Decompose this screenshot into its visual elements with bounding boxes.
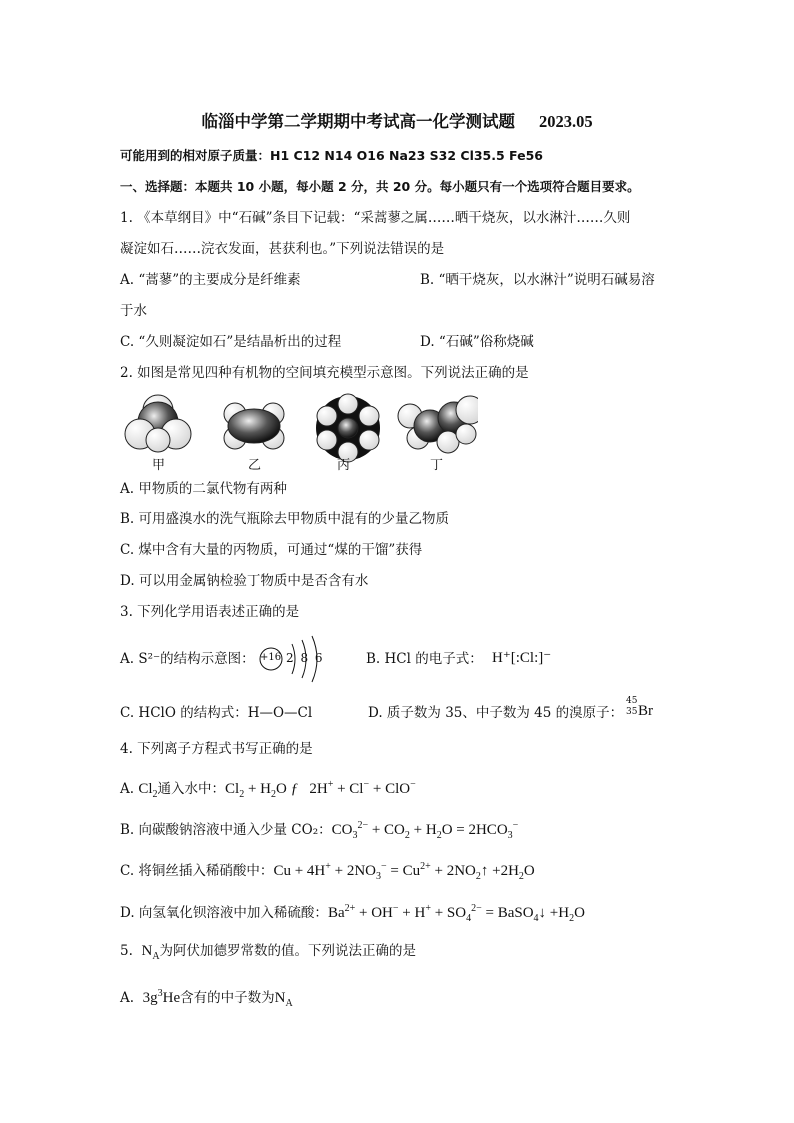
hcl-electron-formula: H⁺[:Cl:]⁻ <box>492 650 552 666</box>
q2-option-d: D. 可以用金属钠检验丁物质中是否含有水 <box>120 573 369 589</box>
exam-date: 2023.05 <box>538 112 593 131</box>
page-title <box>0 108 794 132</box>
q2-option-c: C. 煤中含有大量的丙物质，可通过“煤的干馏”获得 <box>120 542 423 558</box>
model-label-yi: 乙 <box>248 458 262 473</box>
exam-title: 临淄中学第二学期期中考试高一化学测试题 <box>201 112 515 131</box>
space-filling-models <box>118 388 478 468</box>
q1-option-a: A. “蒿蓼”的主要成分是纤维素 <box>120 272 301 288</box>
q1-stem-line1: 1. 《本草纲目》中“石碱”条目下记载：“采蒿蓼之属……晒干烧灰，以水淋汁……久则 <box>120 210 631 226</box>
atomic-masses: 可能用到的相对原子质量：H1 C12 N14 O16 Na23 S32 Cl35.5 Fe56 <box>120 148 543 163</box>
q3-option-d: D. 质子数为 35、中子数为 45 的溴原子： <box>368 705 624 721</box>
s2-shells: 2 8 6 <box>286 651 323 665</box>
q2-option-a: A. 甲物质的二氯代物有两种 <box>120 481 287 497</box>
q4-option-b: B. 向碳酸钠溶液中通入少量 CO₂：$CO_3^{2-} + CO_2 + H_2O = 2HCO_3^-$ <box>120 820 519 841</box>
q3-option-b: B. HCl 的电子式： <box>366 651 483 667</box>
q2-stem: 2. 如图是常见四种有机物的空间填充模型示意图。下列说法正确的是 <box>120 365 529 381</box>
q4-a-equation: $Cl_2 + H_2O$ ƒ 2H+ + Cl− + ClO− <box>225 779 416 800</box>
q4-option-a: A. $Cl_2$通入水中：$Cl_2 + H_2O$ ƒ 2H+ + Cl− + ClO− <box>120 779 416 800</box>
q1-option-d: D. “石碱”俗称烧碱 <box>420 334 534 350</box>
model-label-ding: 丁 <box>430 458 444 473</box>
q1-stem-line2: 凝淀如石……浣衣发面，甚获利也。”下列说法错误的是 <box>120 241 445 257</box>
br-symbol: Br <box>638 703 653 719</box>
q4-option-c: C. 将铜丝插入稀硝酸中：$Cu + 4H^+ + 2NO_3^- = Cu^{2+}$ + $2NO_2↑ +2H_2O$ <box>120 861 535 882</box>
section-heading: 一、选择题：本题共 10 小题，每小题 2 分，共 20 分。每小题只有一个选项符合题目要求。 <box>120 179 640 194</box>
model-label-jia: 甲 <box>152 458 166 473</box>
q3-stem: 3. 下列化学用语表述正确的是 <box>120 604 300 620</box>
ethylene-model <box>224 403 284 449</box>
q1-option-c: C. “久则凝淀如石”是结晶析出的过程 <box>120 334 342 350</box>
ethanol-model <box>398 396 478 453</box>
q1-option-b-cont: 于水 <box>120 303 147 319</box>
br-atomic-number: 35 <box>626 707 638 717</box>
benzene-model <box>316 394 380 462</box>
br-mass-number: 45 <box>626 696 638 706</box>
q4-c-equation: $Cu + 4H^+ + 2NO_3^- = Cu^{2+}$ + $2NO_2↑ +2H_2O$ <box>273 861 535 882</box>
q1-option-b: B. “晒干烧灰，以水淋汁”说明石碱易溶 <box>420 272 655 288</box>
model-label-bing: 丙 <box>337 458 351 473</box>
q4-b-equation: $CO_3^{2-} + CO_2 + H_2O = 2HCO_3^-$ <box>331 820 519 841</box>
q5-stem: 5. $N_A$为阿伏加德罗常数的值。下列说法正确的是 <box>120 943 417 962</box>
q2-option-b: B. 可用盛溴水的洗气瓶除去甲物质中混有的少量乙物质 <box>120 511 450 527</box>
q5-option-a: A. $3g^3He$含有的中子数为$N_A$ <box>120 988 293 1009</box>
q4-option-d: D. 向氢氧化钡溶液中加入稀硫酸：$Ba^{2+} + OH^- + H^+ + SO_4^{2-}$ = BaSO$_4$↓ $+H_2O$ <box>120 903 585 924</box>
q3-option-a: A. S²⁻的结构示意图： <box>120 651 255 667</box>
q4-stem: 4. 下列离子方程式书写正确的是 <box>120 741 313 757</box>
q3-option-c: C. HClO 的结构式：H—O—Cl <box>120 705 313 721</box>
q4-d-equation: $Ba^{2+} + OH^- + H^+ + SO_4^{2-}$ = BaSO$_4$↓ $+H_2O$ <box>327 903 585 924</box>
methane-model <box>125 395 191 452</box>
s2-nucleus: +16 <box>260 652 282 663</box>
